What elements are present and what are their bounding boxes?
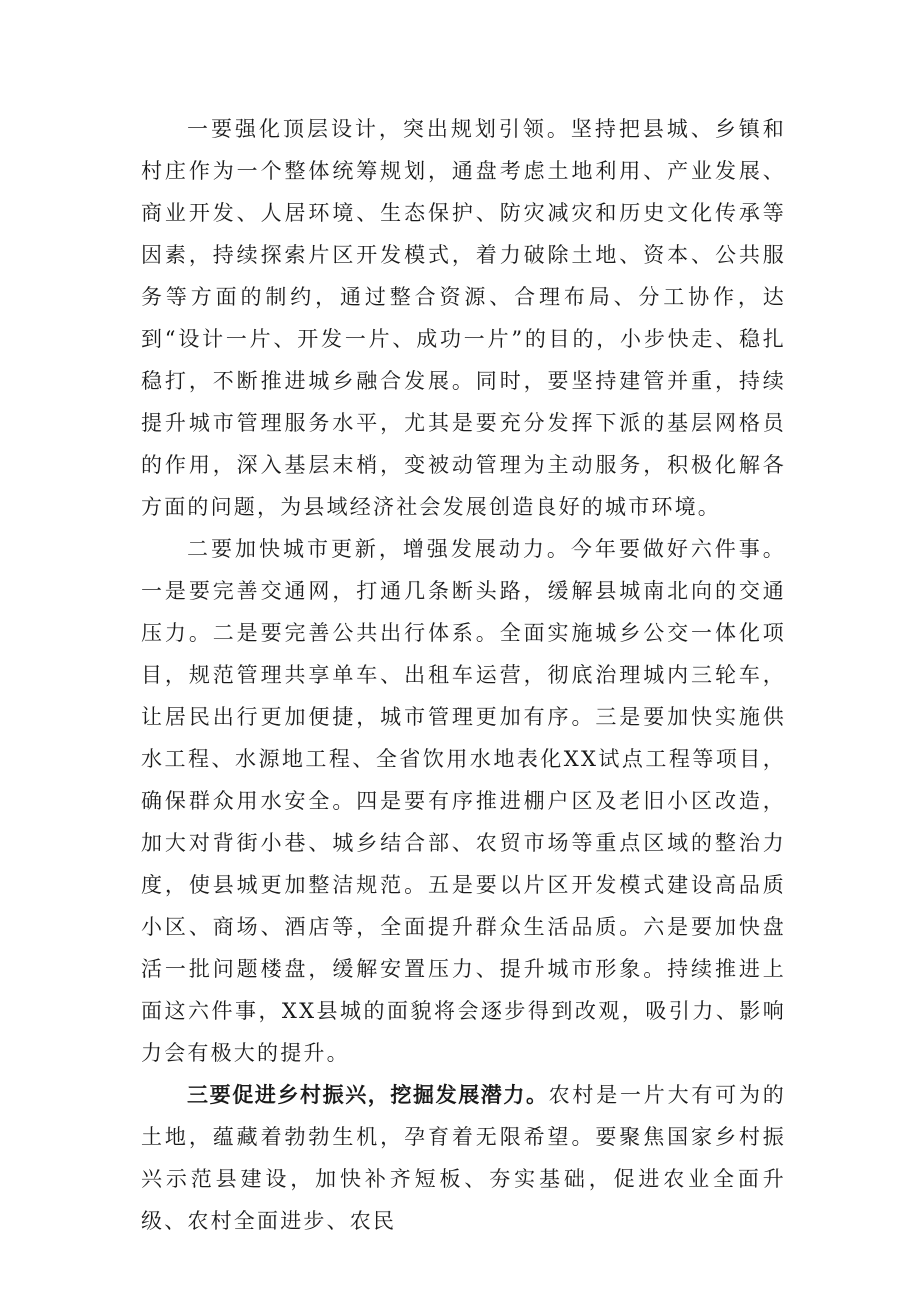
document-page [141, 108, 786, 1242]
paragraph-body: 农村是一片大有可为的土地，蕴藏着勃勃生机，孕育着无限希望。要聚焦国家乡村振兴示范县建设，加快补齐短板、夯实基础，促进农业全面升级、农村全面进步、农民 [141, 1083, 787, 1233]
paragraph-heading: 一要强化顶层设计，突出规划引领。 [187, 117, 571, 141]
paragraph-body: 今年要做好六件事。一是要完善交通网，打通几条断头路，缓解县城南北向的交通压力。二是要完善公共出行体系。全面实施城乡公交一体化项目，规范管理共享单车、出租车运营，彻底治理城内三轮车，让居民出行更加便捷，城市管理更加有序。三是要加快实施供水工程、水源地工程、全省饮用水地表化XX试点工程等项目，确保群众用水安全。四是要有序推进棚户区及老旧小区改造，加大对背街小巷、城乡结合部、农贸市场等重点区域的整治力度，使县城更加整洁规范。五是要以片区开发模式建设高品质小区、商场、酒店等，全面提升群众生活品质。六是要加快盘活一批问题楼盘，缓解安置压力、提升城市形象。持续推进上面这六件事，XX县城的面貌将会逐步得到改观，吸引力、影响力会有极大的提升。 [141, 537, 786, 1065]
paragraph-top-level-design [141, 108, 786, 528]
paragraph-rural-revitalization [141, 1074, 786, 1242]
paragraph-heading: 二要加快城市更新，增强发展动力。 [187, 537, 571, 561]
paragraph-body: 坚持把县城、乡镇和村庄作为一个整体统筹规划，通盘考虑土地利用、产业发展、商业开发、人居环境、生态保护、防灾减灾和历史文化传承等因素，持续探索片区开发模式，着力破除土地、资本、公共服务等方面的制约，通过整合资源、合理布局、分工协作，达到“设计一片、开发一片、成功一片”的目的，小步快走、稳扎稳打，不断推进城乡融合发展。同时，要坚持建管并重，持续提升城市管理服务水平，尤其是要充分发挥下派的基层网格员的作用，深入基层末梢，变被动管理为主动服务，积极化解各方面的问题，为县域经济社会发展创造良好的城市环境。 [141, 117, 786, 519]
paragraph-urban-renewal [141, 528, 786, 1074]
paragraph-heading: 三要促进乡村振兴，挖掘发展潜力。 [187, 1082, 549, 1107]
